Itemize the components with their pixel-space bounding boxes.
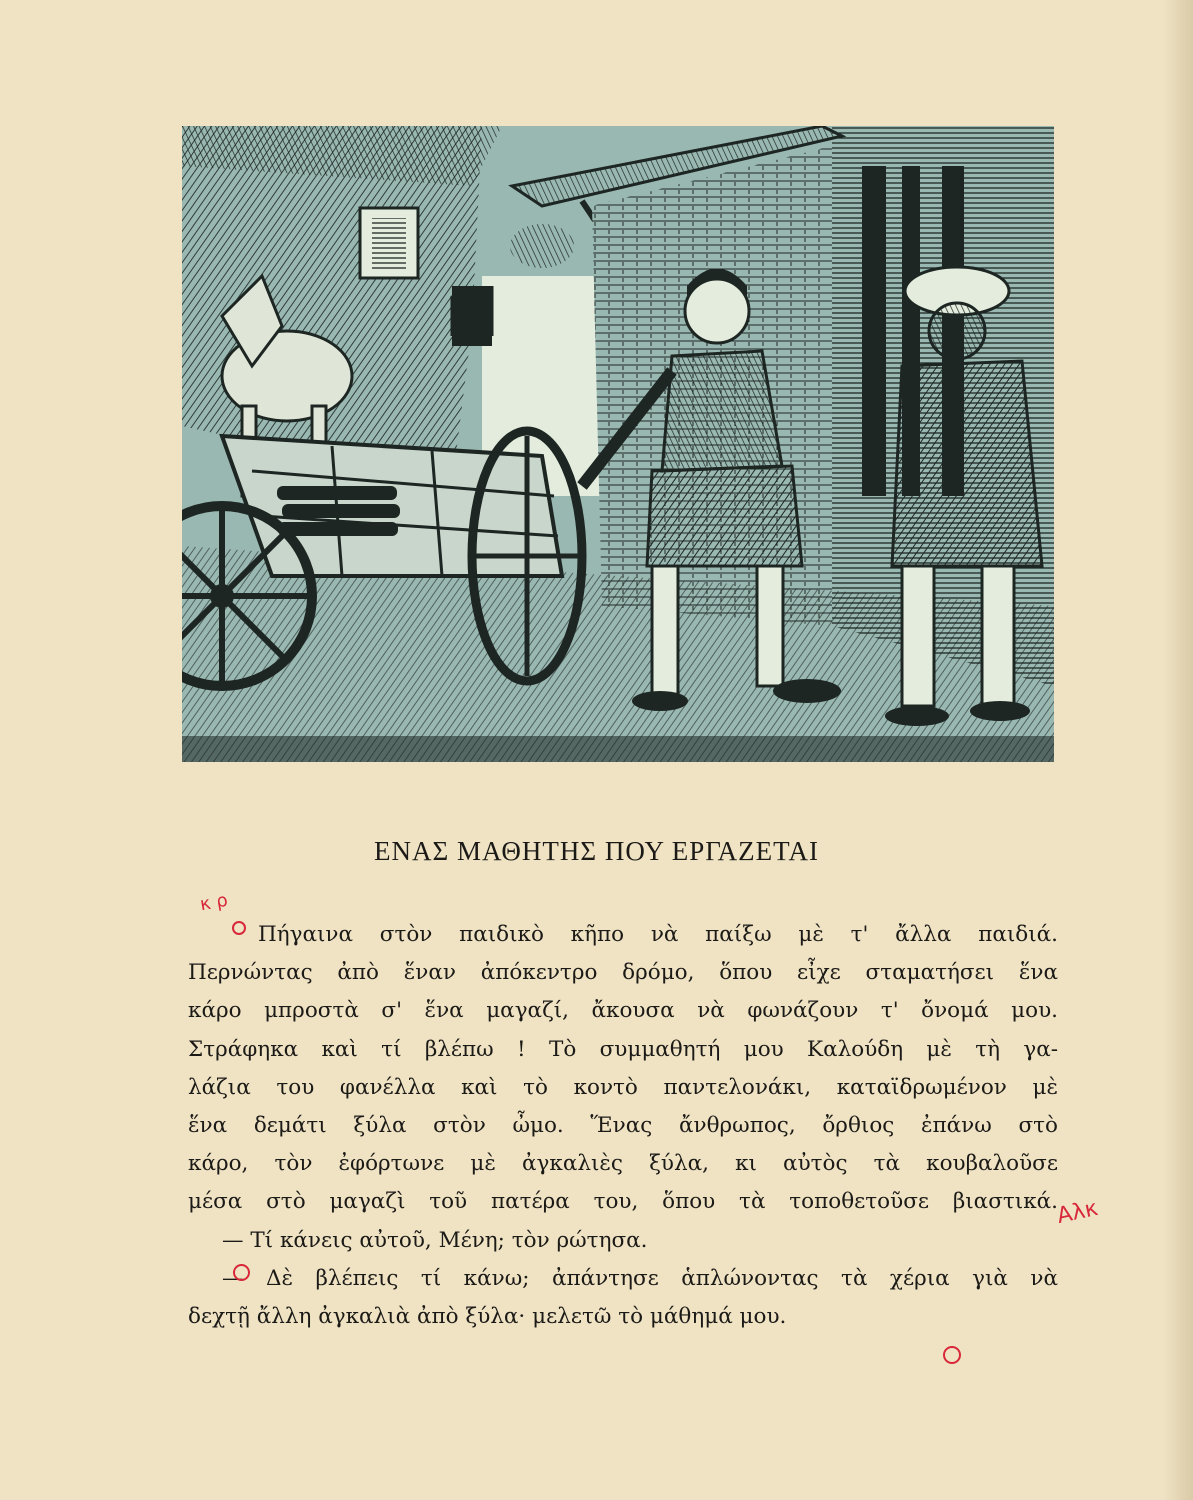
page-edge-shadow	[1163, 0, 1193, 1500]
circle-mark	[943, 1346, 961, 1364]
paragraph-line: Πήγαινα στὸν παιδικὸ κῆπο νὰ παίξω μὲ τ' ἄλλα παιδιά.	[258, 922, 1058, 947]
margin-mark-top-left: κ ρ	[198, 889, 230, 916]
circle-mark	[233, 1264, 250, 1281]
body-text	[188, 916, 1058, 1336]
circle-mark	[232, 921, 246, 935]
paragraph-line: ἕνα δεμάτι ξύλα στὸν ὦμο. Ἕνας ἄνθρωπος, ὄρθιος ἐπάνω στὸ	[188, 1113, 1058, 1139]
paragraph-line: μέσα στὸ μαγαζὶ τοῦ πατέρα του, ὅπου τὰ τοποθετοῦσε βιαστικά.	[188, 1189, 1058, 1215]
paragraph-line: κάρο μπροστὰ σ' ἕνα μαγαζί, ἄκουσα νὰ φωνάζουν τ' ὄνομά μου.	[188, 998, 1058, 1024]
chapter-title: ΕΝΑΣ ΜΑΘΗΤΗΣ ΠΟΥ ΕΡΓΑΖΕΤΑΙ	[374, 836, 819, 866]
dialogue-line: — Τί κάνεις αὐτοῦ, Μένη; τὸν ρώτησα.	[222, 1227, 648, 1253]
dialogue-line: δεχτῇ ἄλλη ἀγκαλιὰ ἀπὸ ξύλα· μελετῶ τὸ μάθημά μου.	[188, 1304, 787, 1330]
paragraph-line: Περνώντας ἀπὸ ἕναν ἀπόκεντρο δρόμο, ὅπου εἶχε σταματήσει ἕνα	[188, 960, 1058, 986]
margin-mark-right: Αλκ	[1054, 1196, 1101, 1229]
illustration-boys-with-cart	[182, 126, 1054, 762]
paragraph-line: Στράφηκα καὶ τί βλέπω ! Τὸ συμμαθητή μου Καλούδη μὲ τὴ γα-	[188, 1036, 1058, 1062]
paragraph-line: κάρο, τὸν ἐφόρτωνε μὲ ἀγκαλιὲς ξύλα, κι αὐτὸς τὰ κουβαλοῦσε	[188, 1151, 1058, 1177]
dialogue-line: — Δὲ βλέπεις τί κάνω; ἀπάντησε ἁπλώνοντας τὰ χέρια γιὰ νὰ	[222, 1265, 1058, 1291]
paragraph-line: λάζια του φανέλλα καὶ τὸ κοντὸ παντελονάκι, καταϊδρωμένον μὲ	[188, 1074, 1058, 1100]
